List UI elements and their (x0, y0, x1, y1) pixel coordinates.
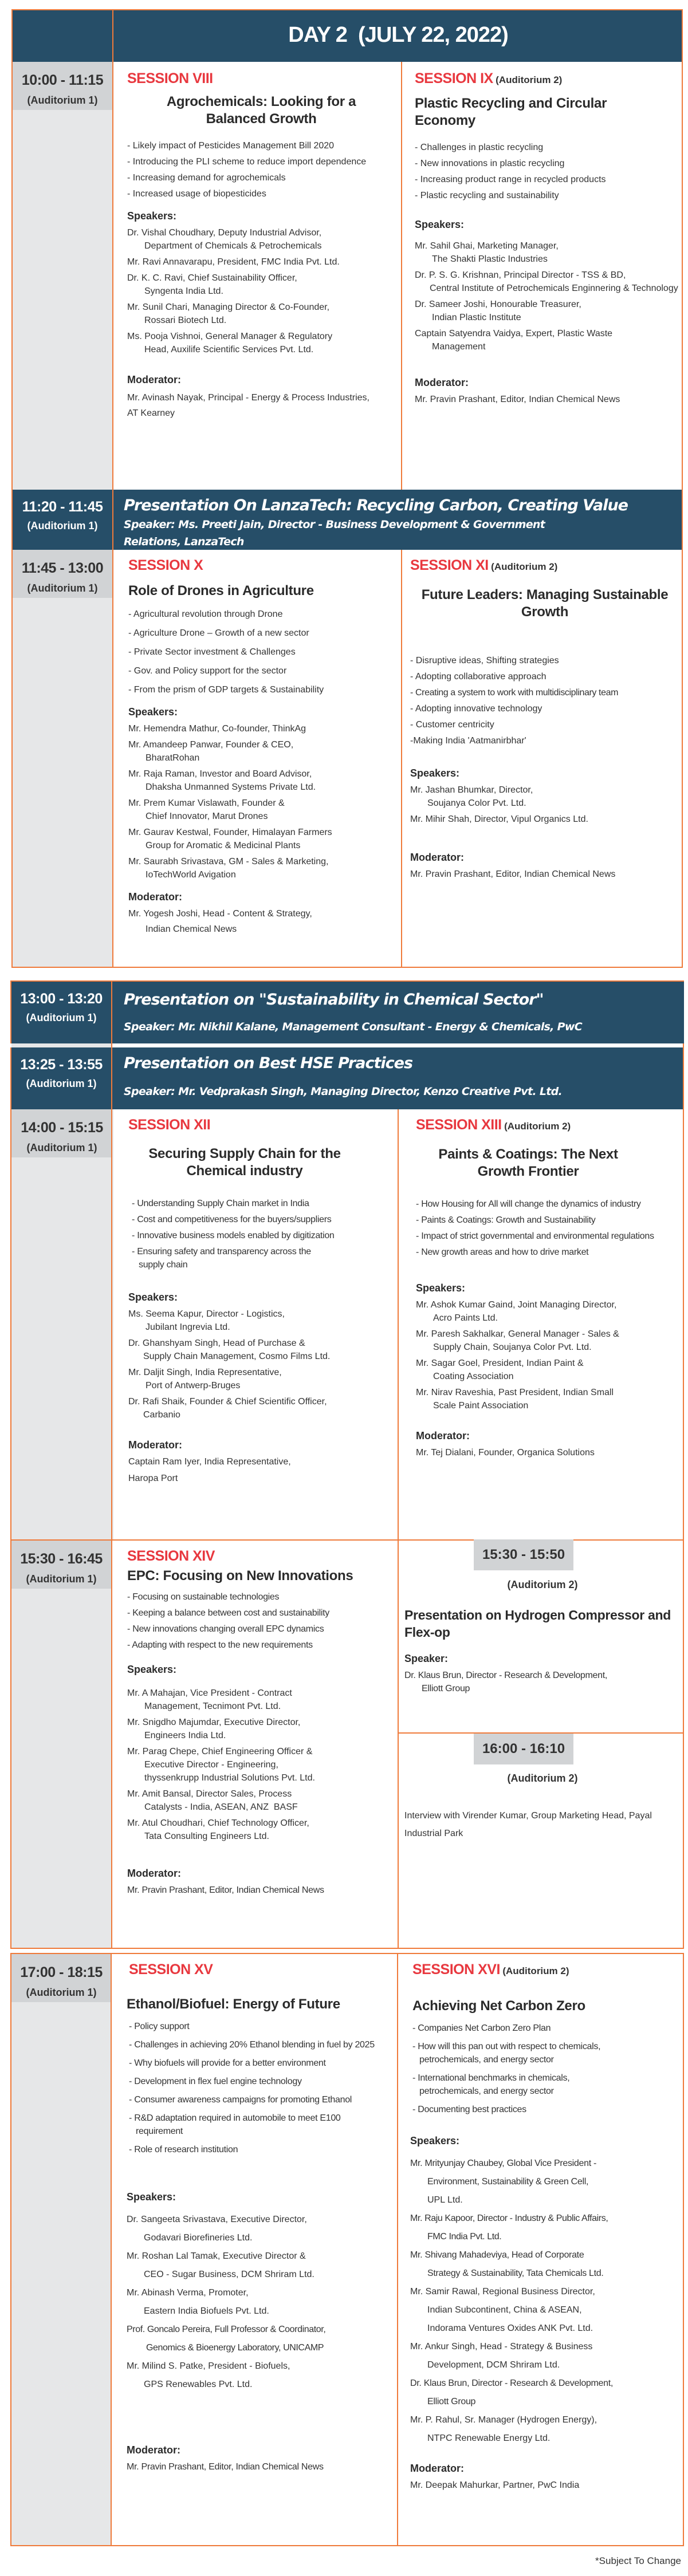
presentation-title: Presentation on Best HSE Practices (124, 1054, 413, 1072)
topic-list (127, 2020, 396, 2156)
footnote: *Subject To Change (595, 2555, 681, 2566)
speaker: Mr. Hemendra Mathur, Co-founder, ThinkAg (128, 724, 306, 734)
speaker: Dr. Klaus Brun, Director - Research & Development, Elliott Group (410, 2378, 614, 2406)
day-header (11, 9, 683, 62)
topic-item: - Cost and competitiveness for the buyers/suppliers (132, 1213, 395, 1226)
session-x (128, 559, 398, 936)
moderator-label: Moderator: (416, 1430, 470, 1441)
interview (404, 1772, 681, 1842)
speaker: Mr. Ravi Annavarapu, President, FMC India Pvt. Ltd. (127, 257, 340, 267)
speaker: Mr. A Mahajan, Vice President - Contract Management, Tecnimont Pvt. Ltd. (127, 1688, 292, 1711)
moderator-label: Moderator: (127, 374, 181, 385)
time-slot (13, 499, 112, 532)
speakers-label: Speakers: (128, 706, 178, 718)
divider (10, 1539, 684, 1541)
topic-item: - R&D adaptation required in automobile to meet E100 requirement (129, 2112, 396, 2138)
topic-item: - Challenges in plastic recycling (415, 141, 679, 154)
moderator: Captain Ram Iyer, India Representative, (128, 1457, 291, 1467)
speaker: Mr. Snigdho Majumdar, Executive Director, Engineers India Ltd. (127, 1718, 301, 1740)
speaker: Mr. Roshan Lal Tamak, Executive Director & CEO - Sugar Business, DCM Shriram Ltd. (127, 2251, 314, 2279)
session-xi (410, 559, 679, 881)
time-slot (474, 1734, 573, 1764)
time-column (10, 1109, 113, 1540)
session-xv (127, 1963, 396, 2473)
auditorium-label: (Auditorium 1) (27, 582, 98, 594)
session-xvi (410, 1963, 681, 2492)
speaker: Ms. Pooja Vishnoi, General Manager & Regulatory Head, Auxilife Scientific Services Pvt. Ltd. (127, 332, 333, 355)
topic-item: - Impact of strict governmental and environmental regulations (416, 1230, 681, 1243)
speaker: Mr. Atul Choudhari, Chief Technology Officer, Tata Consulting Engineers Ltd. (127, 1818, 309, 1841)
speaker: Mr. Ashok Kumar Gaind, Joint Managing Director, Acro Paints Ltd. (416, 1300, 617, 1323)
moderator-label: Moderator: (127, 1868, 181, 1879)
moderator-label: Moderator: (127, 2444, 180, 2456)
separator (11, 1043, 112, 1047)
speaker: thyssenkrupp Industrial Solutions Pvt. Ltd. (144, 1773, 315, 1783)
divider (11, 967, 683, 968)
time-range: 10:00 - 11:15 (21, 72, 104, 88)
session-title: Achieving Net Carbon Zero (412, 1998, 585, 2014)
topic-list (415, 141, 679, 202)
divider (683, 1043, 684, 1949)
speaker: Indorama Ventures Oxides ANK Pvt. Ltd. (427, 2323, 593, 2333)
auditorium-label: (Auditorium 1) (26, 1078, 97, 1089)
topic-item: - Focusing on sustainable technologies (127, 1590, 395, 1604)
moderator: Mr. Pravin Prashant, Editor, Indian Chemical News (410, 869, 616, 879)
speaker: Mr. Jashan Bhumkar, Director, Soujanya Color Pvt. Ltd. (410, 785, 533, 808)
time-column (10, 1541, 111, 1949)
auditorium-label: (Auditorium 2) (491, 561, 558, 572)
session-xiv (127, 1550, 395, 1897)
topic-item: - Adopting collaborative approach (410, 670, 679, 683)
session-ix (415, 72, 679, 406)
session-label: SESSION XII (128, 1117, 211, 1133)
time-range: 13:00 - 13:20 (20, 991, 103, 1007)
presentation-title: Presentation On LanzaTech: Recycling Carbon, Creating Value (124, 497, 628, 514)
speaker: Prof. Goncalo Pereira, Full Professor & Coordinator, Genomics & Bioenergy Laboratory, UNICAMP (127, 2325, 326, 2353)
speaker: Mr. Saurabh Srivastava, GM - Sales & Marketing, IoTechWorld Avigation (128, 857, 329, 880)
speaker: UPL Ltd. (427, 2195, 463, 2205)
topic-item: - Adapting with respect to the new requirements (127, 1638, 395, 1652)
time-column (11, 1954, 111, 2545)
time-slot (11, 1057, 111, 1090)
time-range: 17:00 - 18:15 (20, 1964, 103, 1980)
session-title: Presentation on Hydrogen Compressor and Flex-op (404, 1608, 671, 1640)
topic-item: - Plastic recycling and sustainability (415, 189, 679, 202)
auditorium-label: (Auditorium 2) (507, 1579, 578, 1590)
topic-item: - Why biofuels will provide for a better environment (129, 2057, 396, 2070)
speaker-label: Speaker: (404, 1653, 449, 1664)
topic-item: - New innovations in plastic recycling (415, 157, 679, 170)
topic-item: - Disruptive ideas, Shifting strategies (410, 654, 679, 667)
speakers-label: Speakers: (415, 219, 465, 230)
topic-item: -Making India 'Aatmanirbhar' (410, 736, 526, 746)
topic-item: - Consumer awareness campaigns for promoting Ethanol (129, 2093, 396, 2106)
time-range: 14:00 - 15:15 (21, 1120, 103, 1136)
moderator: Mr. Pravin Prashant, Editor, Indian Chemical News (127, 1885, 324, 1895)
topic-item: - Keeping a balance between cost and sustainability (127, 1606, 395, 1620)
speaker: Dr. Klaus Brun, Director - Research & Development, Elliott Group (404, 1671, 608, 1693)
topic-item: - Policy support (129, 2020, 396, 2033)
time-slot (11, 991, 111, 1024)
topic-item: - Agriculture Drone – Growth of a new sector (128, 627, 398, 640)
topic-item: - Private Sector investment & Challenges (128, 645, 398, 659)
time-range: 15:30 - 15:50 (482, 1547, 565, 1562)
speakers-label: Speakers: (127, 210, 177, 222)
session-label: SESSION X (128, 557, 203, 573)
speaker: Dr. K. C. Ravi, Chief Sustainability Officer, Syngenta India Ltd. (127, 273, 297, 296)
moderator: Mr. Avinash Nayak, Principal - Energy & Process Industries, AT Kearney (127, 393, 369, 418)
speakers-label: Speakers: (127, 2191, 176, 2203)
speaker: Captain Satyendra Vaidya, Expert, Plastic Waste Management (415, 329, 613, 352)
time-slot (11, 1109, 112, 1157)
topic-item: - From the prism of GDP targets & Sustainability (128, 683, 398, 696)
moderator-org: Indian Chemical News (146, 924, 237, 934)
speaker: Dr. Sameer Joshi, Honourable Treasurer, Indian Plastic Institute (415, 300, 581, 322)
moderator: Mr. Deepak Mahurkar, Partner, PwC India (410, 2480, 580, 2490)
topic-item: - New innovations changing overall EPC dynamics (127, 1622, 395, 1636)
speaker: Mr. Sagar Goel, President, Indian Paint & Coating Association (416, 1358, 584, 1381)
moderator: Mr. Tej Dialani, Founder, Organica Solutions (416, 1448, 595, 1458)
speaker: Mr. Shivang Mahadeviya, Head of Corporate Strategy & Sustainability, Tata Chemicals Ltd. (410, 2250, 604, 2278)
speaker: Dr. Rafi Shaik, Founder & Chief Scientific Officer, Carbanio (128, 1397, 327, 1420)
divider (401, 62, 402, 490)
session-title: Plastic Recycling and Circular Economy (415, 96, 607, 128)
time-range: 11:45 - 13:00 (21, 560, 104, 576)
time-slot (11, 1954, 111, 2002)
topic-item: - Role of research institution (129, 2143, 396, 2156)
time-range: 11:20 - 11:45 (22, 499, 103, 515)
speaker: Mr. Ankur Singh, Head - Strategy & Business Development, DCM Shriram Ltd. (410, 2342, 593, 2370)
topic-item: - Increasing product range in recycled products (415, 173, 679, 186)
auditorium-label: (Auditorium 1) (26, 1987, 97, 1998)
moderator-label: Moderator: (128, 891, 182, 903)
topic-item: - Creating a system to work with multidisciplinary team (410, 686, 679, 699)
speaker: Mr. Raja Raman, Investor and Board Advisor, Dhaksha Unmanned Systems Private Ltd. (128, 769, 316, 792)
day-title: DAY 2 (JULY 22, 2022) (288, 23, 508, 47)
topic-list (410, 654, 679, 731)
divider (401, 550, 402, 968)
speakers-label: Speakers: (128, 1291, 178, 1303)
moderator: Mr. Pravin Prashant, Editor, Indian Chemical News (127, 2462, 324, 2472)
topic-item: - Gov. and Policy support for the sector (128, 664, 398, 678)
session-xiii (416, 1118, 681, 1459)
auditorium-label: (Auditorium 1) (26, 1142, 97, 1153)
speaker: Mr. Gaurav Kestwal, Founder, Himalayan Farmers Group for Aromatic & Medicinal Plants (128, 828, 332, 850)
topic-item: - Customer centricity (410, 718, 679, 731)
session-xii (128, 1118, 395, 1485)
session-viii (127, 72, 395, 421)
divider (112, 62, 113, 490)
topic-item: - Challenges in achieving 20% Ethanol blending in fuel by 2025 (129, 2038, 396, 2051)
presentation-speaker: Speaker: Mr. Vedprakash Singh, Managing Director, Kenzo Creative Pvt. Ltd. (124, 1085, 563, 1098)
speaker: Mr. Amit Bansal, Director Sales, Process Catalysts - India, ASEAN, ANZ BASF (127, 1789, 298, 1812)
time-range: 13:25 - 13:55 (20, 1057, 103, 1073)
session-title: EPC: Focusing on New Innovations (127, 1568, 353, 1584)
speaker: Mr. Abinash Verma, Promoter, Eastern India Biofuels Pvt. Ltd. (127, 2288, 269, 2316)
speaker: Dr. Vishal Choudhary, Deputy Industrial Advisor, Department of Chemicals & Petrochemicals (127, 228, 322, 251)
topic-item: - Increasing demand for agrochemicals (127, 171, 395, 184)
divider (111, 982, 112, 1045)
divider (682, 550, 683, 968)
topic-list (127, 139, 395, 200)
topic-list (127, 1590, 395, 1652)
speaker: Mr. P. Rahul, Sr. Manager (Hydrogen Energy), NTPC Renewable Energy Ltd. (410, 2415, 597, 2443)
topic-item: - Documenting best practices (412, 2103, 681, 2116)
speaker: Mr. Mrityunjay Chaubey, Global Vice President - Environment, Sustainability & Green Cell, (410, 2159, 597, 2187)
speaker: Mr. Sahil Ghai, Marketing Manager, The Shakti Plastic Industries (415, 241, 559, 264)
speaker: Mr. Samir Rawal, Regional Business Director, Indian Subcontinent, China & ASEAN, (410, 2287, 595, 2315)
topic-item: - How will this pan out with respect to chemicals, petrochemicals, and energy sector (412, 2040, 681, 2066)
topic-item: - Adopting innovative technology (410, 702, 679, 715)
topic-list (128, 1197, 395, 1271)
auditorium-label: (Auditorium 2) (502, 1966, 569, 1976)
moderator: Mr. Pravin Prashant, Editor, Indian Chemical News (415, 395, 620, 404)
moderator-label: Moderator: (415, 377, 469, 388)
speaker: Dr. Ghanshyam Singh, Head of Purchase & Supply Chain Management, Cosmo Films Ltd. (128, 1338, 331, 1361)
speaker: Mr. Daljit Singh, India Representative, Port of Antwerp-Bruges (128, 1368, 282, 1391)
presentation-band (11, 490, 683, 550)
time-range: 15:30 - 16:45 (20, 1551, 103, 1567)
speaker: Mr. Paresh Sakhalkar, General Manager - Sales & Supply Chain, Soujanya Color Pvt. Ltd. (416, 1329, 619, 1352)
speaker: Mr. Raju Kapoor, Director - Industry & Public Affairs, FMC India Pvt. Ltd. (410, 2213, 608, 2242)
auditorium-label: (Auditorium 2) (504, 1121, 571, 1132)
speaker: Mr. Prem Kumar Vislawath, Founder & Chief Innovator, Marut Drones (128, 798, 285, 821)
presentation-title: Presentation on "Sustainability in Chemical Sector" (124, 991, 544, 1009)
time-slot (13, 62, 112, 110)
speakers-label: Speakers: (127, 1664, 177, 1675)
session-title: Role of Drones in Agriculture (128, 583, 314, 598)
divider (111, 1954, 112, 2545)
presentation-speaker: Speaker: Mr. Nikhil Kalane, Management Consultant - Energy & Chemicals, PwC (124, 1021, 583, 1033)
topic-item: - Companies Net Carbon Zero Plan (412, 2022, 681, 2035)
divider (112, 490, 113, 550)
speakers-label: Speakers: (410, 767, 460, 779)
session-label: SESSION VIII (127, 70, 213, 86)
session-title: Ethanol/Biofuel: Energy of Future (127, 1996, 340, 2012)
topic-list (416, 1198, 681, 1259)
topic-item: - International benchmarks in chemicals, petrochemicals, and energy sector (412, 2071, 681, 2098)
topic-item: - New growth areas and how to drive market (416, 1246, 681, 1259)
time-range: 16:00 - 16:10 (482, 1741, 565, 1756)
auditorium-label: (Auditorium 2) (507, 1773, 578, 1784)
divider (10, 1948, 684, 1949)
session-title: Securing Supply Chain for the Chemical industry (148, 1146, 341, 1179)
topic-item: - Introducing the PLI scheme to reduce import dependence (127, 155, 395, 168)
presentation-band (10, 1047, 684, 1109)
topic-list (128, 608, 398, 696)
divider (111, 1109, 112, 1949)
divider (682, 62, 683, 490)
speakers-label: Speakers: (416, 1282, 466, 1294)
session-label: SESSION IX (415, 70, 493, 86)
session-title: Future Leaders: Managing Sustainable Growth (421, 587, 669, 620)
topic-item: - Increased usage of biopesticides (127, 187, 395, 200)
divider (398, 1109, 399, 1949)
topic-item: - Innovative business models enabled by digitization (132, 1229, 395, 1242)
session-title: Agrochemicals: Looking for a Balanced Growth (166, 94, 356, 127)
interview-text: Interview with Virender Kumar, Group Marketing Head, Payal Industrial Park (404, 1811, 652, 1838)
moderator-label: Moderator: (410, 2463, 464, 2474)
session-label: SESSION XV (129, 1961, 213, 1978)
auditorium-label: (Auditorium 1) (26, 1012, 97, 1023)
speaker: Mr. Amandeep Panwar, Founder & CEO, BharatRohan (128, 740, 294, 763)
topic-item: - Likely impact of Pesticides Management Bill 2020 (127, 139, 395, 152)
time-column (11, 62, 113, 490)
session-label: SESSION XIII (416, 1117, 502, 1133)
time-slot (11, 1541, 111, 1589)
auditorium-label: (Auditorium 1) (26, 1573, 97, 1585)
moderator-org: Haropa Port (128, 1474, 178, 1483)
session-title: Paints & Coatings: The Next Growth Frontier (438, 1147, 618, 1179)
presentation-band (10, 980, 684, 1043)
time-slot (474, 1539, 573, 1570)
topic-list (410, 2022, 681, 2116)
hydrogen-presentation (404, 1578, 681, 1698)
topic-item: - Agricultural revolution through Drone (128, 608, 398, 621)
speaker: Ms. Seema Kapur, Director - Logistics, Jubilant Ingrevia Ltd. (128, 1309, 285, 1332)
divider (397, 1954, 398, 2545)
moderator: Mr. Yogesh Joshi, Head - Content & Strategy, (128, 909, 312, 919)
presentation-speaker: Speaker: Ms. Preeti Jain, Director - Business Development & Government Relations, LanzaTech (124, 518, 545, 548)
divider (112, 550, 113, 968)
session-label: SESSION XVI (412, 1961, 500, 1978)
topic-item: - Understanding Supply Chain market in India (132, 1197, 395, 1210)
auditorium-label: (Auditorium 1) (27, 520, 98, 531)
divider (111, 1043, 112, 1109)
auditorium-label: (Auditorium 1) (27, 94, 98, 106)
topic-item: - Paints & Coatings: Growth and Sustainability (416, 1214, 681, 1227)
speaker: Dr. Sangeeta Srivastava, Executive Director, Godavari Biorefineries Ltd. (127, 2215, 307, 2243)
speaker: Dr. P. S. G. Krishnan, Principal Director - TSS & BD, Central Institute of Petrochemicals Enginnering & Technology (415, 270, 678, 293)
moderator-label: Moderator: (128, 1439, 182, 1451)
moderator-label: Moderator: (410, 852, 464, 863)
speaker: Mr. Mihir Shah, Director, Vipul Organics Ltd. (410, 814, 588, 824)
topic-item: - Development in flex fuel engine technology (129, 2075, 396, 2088)
speaker: Mr. Sunil Chari, Managing Director & Co-Founder, Rossari Biotech Ltd. (127, 302, 330, 325)
auditorium-label: (Auditorium 2) (496, 74, 563, 85)
session-label: SESSION XIV (127, 1548, 215, 1564)
time-slot (13, 550, 112, 598)
speaker: Mr. Nirav Raveshia, Past President, Indian Small Scale Paint Association (416, 1388, 614, 1411)
topic-item: - How Housing for All will change the dynamics of industry (416, 1198, 681, 1211)
speaker: Mr. Milind S. Patke, President - Biofuels, GPS Renewables Pvt. Ltd. (127, 2361, 290, 2389)
topic-item: - Ensuring safety and transparency across the supply chain (132, 1245, 395, 1271)
speakers-label: Speakers: (410, 2135, 460, 2146)
time-column (11, 550, 113, 968)
session-label: SESSION XI (410, 557, 489, 573)
speaker: Mr. Parag Chepe, Chief Engineering Officer & Executive Director - Engineering, (127, 1747, 313, 1770)
